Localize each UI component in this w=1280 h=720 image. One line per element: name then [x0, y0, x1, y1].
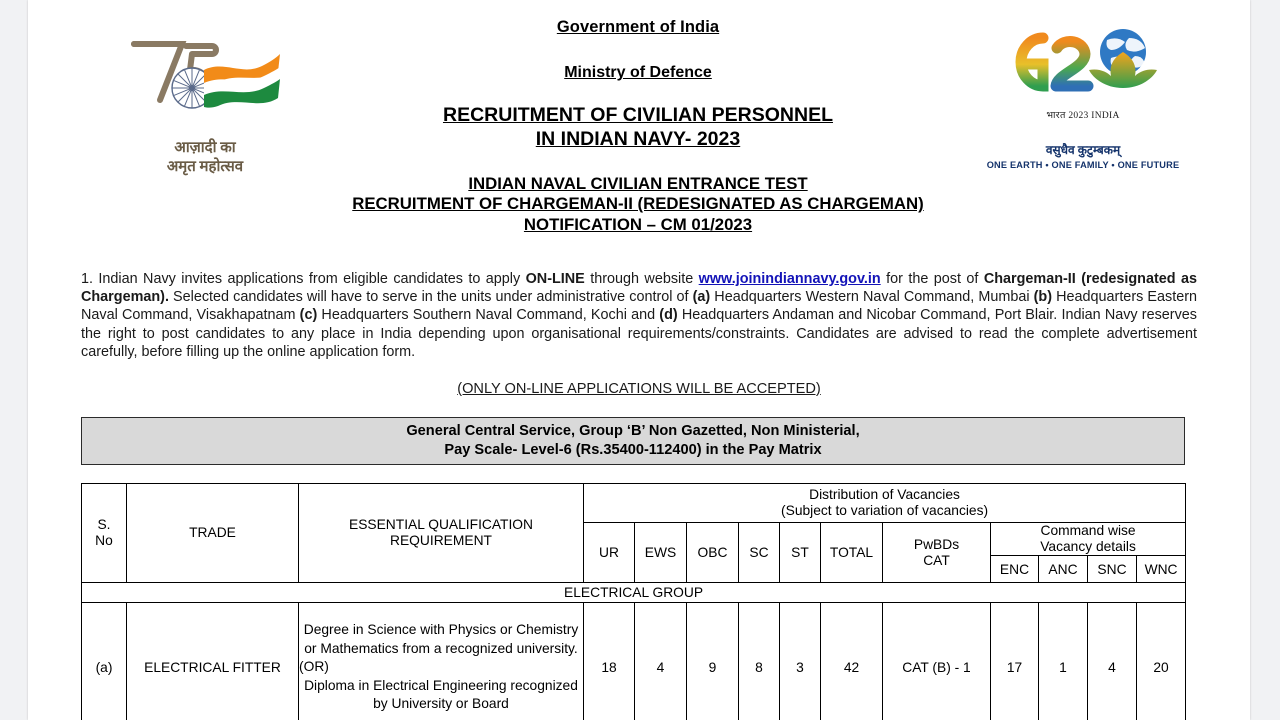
ministry-title: Ministry of Defence: [564, 64, 712, 81]
recruitment-title-line1: RECRUITMENT OF CIVILIAN PERSONNEL: [442, 104, 833, 126]
para-marker-d: (d): [659, 307, 678, 324]
cell-anc: 1: [1039, 603, 1088, 720]
col-header-command-wise: [991, 523, 1186, 556]
vacancy-table-wrapper: [81, 483, 1185, 720]
para-text-5: Headquarters Western Naval Command, Mumbai: [710, 289, 1034, 306]
col-header-total: TOTAL: [821, 523, 883, 583]
para-online-bold: ON-LINE: [525, 271, 585, 287]
col-header-distribution-line1: Distribution of Vacancies: [809, 487, 960, 502]
exam-title: [278, 174, 998, 236]
para-text-2: through website: [584, 271, 699, 287]
col-header-distribution-line2: (Subject to variation of vacancies): [781, 503, 989, 518]
government-title: Government of India: [556, 18, 720, 36]
cell-pwbds: CAT (B) - 1: [883, 603, 991, 720]
pay-scale-line1: General Central Service, Group ‘B’ Non Gazetted, Non Ministerial,: [406, 423, 860, 439]
col-header-qualification-line1: ESSENTIAL QUALIFICATION: [349, 517, 533, 532]
para-marker-a: (a): [692, 289, 711, 306]
pay-scale-line2: Pay Scale- Level-6 (Rs.35400-112400) in the Pay Matrix: [444, 442, 822, 458]
table-group-row: [82, 583, 1186, 603]
col-header-pwbds-line2: CAT: [923, 552, 950, 568]
amrit-mahotsav-line2: अमृत महोत्सव: [166, 159, 244, 175]
col-header-trade: TRADE: [127, 484, 299, 583]
cell-trade: ELECTRICAL FITTER: [127, 603, 299, 720]
join-indian-navy-link[interactable]: www.joinindiannavy.gov.in: [698, 271, 881, 287]
para-post-bold: Chargeman-II (redesignated as Chargeman).: [81, 271, 1197, 306]
azadi-ka-amrit-mahotsav-logo: [120, 26, 290, 175]
col-header-wnc: WNC: [1137, 556, 1186, 583]
col-header-sno-line2: No: [95, 533, 113, 548]
col-header-ews: EWS: [635, 523, 687, 583]
recruitment-title-line2: IN INDIAN NAVY- 2023: [535, 127, 741, 150]
col-header-st: ST: [780, 523, 821, 583]
g20-india-logo: [983, 16, 1183, 176]
table-row: [82, 603, 1186, 720]
cell-st: 3: [780, 603, 821, 720]
col-header-enc: ENC: [991, 556, 1039, 583]
g20-sub-india: INDIA: [1091, 111, 1120, 121]
col-header-command-line2: Vacancy details: [1040, 539, 1136, 554]
header-titles: [278, 18, 998, 236]
col-header-sno-line1: S.: [97, 517, 111, 532]
col-header-qualification: [299, 484, 584, 583]
g20-motto-english: ONE EARTH • ONE FAMILY • ONE FUTURE: [986, 160, 1180, 170]
para-text-1: 1. Indian Navy invites applications from eligible candidates to apply: [81, 271, 526, 287]
g20-sub-year: 2023: [1068, 111, 1089, 121]
online-applications-note: [81, 381, 1197, 397]
qualification-part-2: (OR): [299, 659, 329, 675]
col-header-command-line1: Command wise: [1040, 523, 1136, 538]
col-header-qualification-line2: REQUIREMENT: [390, 533, 492, 548]
pay-scale-banner: [81, 417, 1185, 465]
col-header-pwbds-line1: PwBDs: [913, 536, 960, 552]
para-marker-c: (c): [299, 307, 318, 324]
para-text-8: Headquarters Andaman and Nicobar Command, Port Blair. Indian Navy reserves the right to post candidates to any place in India depending upon organisational requirements/constraints. Candidates are advised to read the complete advertisement carefully, before filling up the online application form.: [81, 307, 1197, 360]
para-text-7: Headquarters Southern Naval Command, Kochi and: [317, 307, 660, 324]
cell-sno: (a): [82, 603, 127, 720]
col-header-ur: UR: [584, 523, 635, 583]
col-header-pwbds-cat: [883, 523, 991, 583]
col-header-sno: [82, 484, 127, 583]
col-header-distribution: [584, 484, 1186, 523]
table-header-row-1: [82, 484, 1186, 523]
col-header-obc: OBC: [687, 523, 739, 583]
intro-paragraph: [81, 270, 1197, 361]
document-page: [28, 0, 1250, 720]
g20-motto-hindi: वसुधैव कुटुम्बकम्: [1045, 143, 1121, 157]
cell-sc: 8: [739, 603, 780, 720]
cell-total: 42: [821, 603, 883, 720]
online-applications-note-text: (ONLY ON-LINE APPLICATIONS WILL BE ACCEPTED): [457, 381, 821, 397]
para-marker-b: (b): [1033, 289, 1053, 306]
cell-wnc: 20: [1137, 603, 1186, 720]
exam-title-line2: RECRUITMENT OF CHARGEMAN-II (REDESIGNATED AS CHARGEMAN): [352, 194, 924, 214]
exam-title-line3: NOTIFICATION – CM 01/2023: [523, 215, 753, 235]
vacancy-table: [81, 483, 1186, 720]
amrit-mahotsav-line1: आज़ादी का: [174, 140, 236, 156]
cell-ur: 18: [584, 603, 635, 720]
qualification-part-3: Diploma in Electrical Engineering recognized by University or Board: [304, 677, 578, 712]
cell-enc: 17: [991, 603, 1039, 720]
cell-obc: 9: [687, 603, 739, 720]
cell-ews: 4: [635, 603, 687, 720]
para-text-4: Selected candidates will have to serve in the units under administrative control of: [168, 289, 693, 306]
col-header-anc: ANC: [1039, 556, 1088, 583]
recruitment-title: [278, 104, 998, 152]
exam-title-line1: INDIAN NAVAL CIVILIAN ENTRANCE TEST: [468, 173, 808, 193]
qualification-part-1: Degree in Science with Physics or Chemistry or Mathematics from a recognized university.: [303, 622, 579, 656]
para-text-3: for the post of: [880, 271, 984, 287]
group-row-electrical: ELECTRICAL GROUP: [82, 583, 1186, 603]
para-text-6: Headquarters Eastern Naval Command, Visakhapatnam: [81, 289, 1197, 324]
cell-qualification: [299, 603, 584, 720]
col-header-snc: SNC: [1088, 556, 1137, 583]
g20-sub-hindi: भारत: [1046, 111, 1066, 121]
col-header-sc: SC: [739, 523, 780, 583]
document-header: [28, 0, 1250, 262]
cell-snc: 4: [1088, 603, 1137, 720]
